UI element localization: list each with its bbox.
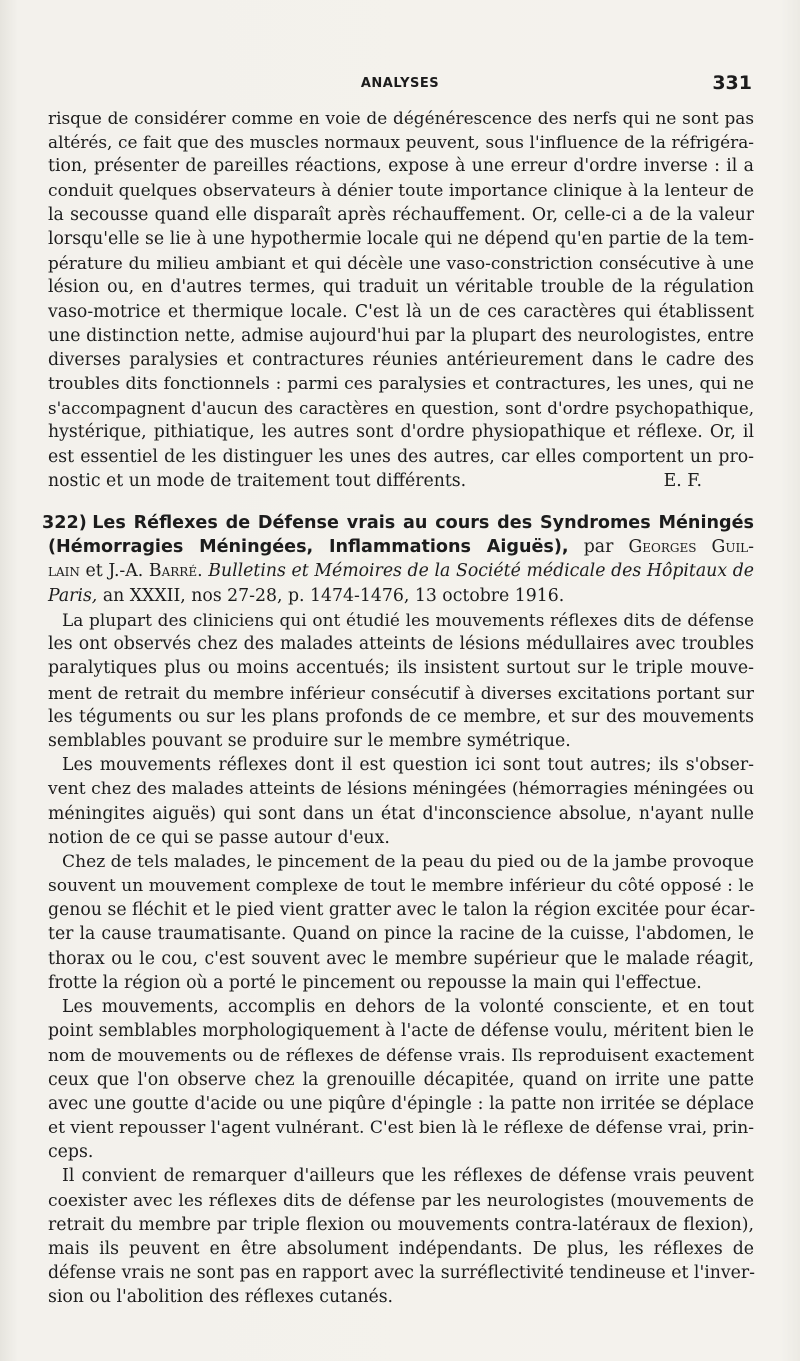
- text-line: ter la cause traumatisante. Quand on pince la racine de la cuisse, l'abdomen, le: [48, 924, 754, 945]
- text-line: lorsqu'elle se lie à une hypothermie locale qui ne dépend qu'en partie de la tem-: [48, 228, 754, 249]
- text-line: ceps.: [48, 1142, 94, 1163]
- article-title-2: (Hémorragies Méningées, Inflammations Aiguës),: [48, 537, 569, 558]
- text-line: genou se fléchit et le pied vient gratter avec le talon la région excitée pour écar-: [48, 900, 756, 921]
- text-line: notion de ce qui se passe autour d'eux.: [48, 827, 390, 848]
- text-line: La plupart des cliniciens qui ont étudié les mouvements réflexes dits de défense: [62, 610, 754, 630]
- text-line: troubles dits fonctionnels : parmi ces paralysies et contractures, les unes, qui ne: [48, 374, 754, 395]
- text-line: est essentiel de les distinguer les unes des autres, car elles comportent un pro-: [48, 446, 754, 467]
- text-line: point semblables morphologiquement à l'acte de défense voulu, méritent bien le: [48, 1021, 754, 1042]
- heading-line-2: [48, 535, 754, 559]
- text-line: hystérique, pithiatique, les autres sont d'ordre physiopathique et réflexe. Or, il: [48, 422, 754, 443]
- text-line: vent chez des malades atteints de lésions méningées (hémorragies méningées ou: [48, 779, 754, 800]
- text-line: sion ou l'abolition des réflexes cutanés.: [48, 1287, 394, 1308]
- text-line: défense vrais ne sont pas en rapport avec la surréflectivité tendineuse et l'inver-: [48, 1263, 755, 1284]
- text-line: risque de considérer comme en voie de dégénérescence des nerfs qui ne sont pas: [48, 108, 754, 128]
- text-line: tion, présenter de pareilles réactions, expose à une erreur d'ordre inverse : il a: [48, 156, 754, 177]
- text-line: coexister avec les réflexes dits de défense par les neurologistes (mouvements de: [48, 1190, 754, 1211]
- citation: an XXXII, nos 27-28, p. 1474-1476, 13 octobre 1916.: [102, 585, 565, 606]
- text-line: lésion ou, en d'autres termes, qui traduit un véritable trouble de la régulation: [48, 277, 754, 298]
- text-line-content: nostic et un mode de traitement tout différents.: [48, 470, 467, 491]
- text-line: la secousse quand elle disparaît après réchauffement. Or, celle-ci a de la valeur: [48, 204, 754, 225]
- text-line: avec une goutte d'acide ou une piqûre d'épingle : la patte non irritée se déplace: [48, 1093, 754, 1114]
- text-line: vaso-motrice et thermique locale. C'est là un de ces caractères qui établissent: [48, 301, 754, 322]
- text-line: ment de retrait du membre inférieur consécutif à diverses excitations portant sur: [48, 682, 754, 703]
- text-line: altérés, ce fait que des muscles normaux peuvent, sous l'influence de la réfrigéra-: [48, 132, 754, 153]
- text-line: retrait du membre par triple flexion ou mouvements contra-latéraux de flexion),: [48, 1214, 754, 1235]
- text-line: paralytiques plus ou moins accentués; ils insistent surtout sur le triple mouve-: [48, 658, 754, 679]
- text-line: ceux que l'on observe chez la grenouille décapitée, quand on irrite une patte: [48, 1069, 754, 1090]
- text-line: diverses paralysies et contractures réunies antérieurement dans le cadre des: [48, 349, 754, 370]
- article-heading: [42, 511, 754, 608]
- heading-line-1: [42, 511, 754, 535]
- text-line: Les mouvements, accomplis en dehors de la volonté consciente, et en tout: [62, 997, 754, 1017]
- text-line: frotte la région où a porté le pincement ou repousse la main qui l'effectue.: [48, 972, 702, 993]
- text-line: nom de mouvements ou de réflexes de défense vrais. Ils reproduisent exactement: [48, 1045, 754, 1066]
- signature: E. F.: [663, 470, 702, 491]
- and-word: et J.-A.: [85, 561, 144, 582]
- text-line: méningites aiguës) qui sont dans un état d'inconscience absolue, n'ayant nulle: [48, 803, 754, 824]
- author-first-end: lain: [48, 561, 80, 582]
- text-line: [48, 469, 754, 493]
- text-line: conduit quelques observateurs à dénier toute importance clinique à la lenteur de: [48, 180, 754, 201]
- heading-line-3: [48, 559, 754, 583]
- text-line: thorax ou le cou, c'est souvent avec le membre supérieur que le malade réagit,: [48, 948, 754, 969]
- running-head: [48, 72, 752, 96]
- text-line: une distinction nette, admise aujourd'hui par la plupart des neurologistes, entre: [48, 325, 754, 346]
- author-first: Georges Guil-: [628, 537, 754, 558]
- article-title-1: Les Réflexes de Défense vrais au cours des Syndromes Méningés: [92, 513, 754, 533]
- heading-line-4: [48, 584, 754, 608]
- running-head-title: ANALYSES: [360, 76, 440, 91]
- text-line: mais ils peuvent en être absolument indépendants. De plus, les réflexes de: [48, 1238, 754, 1259]
- page-number: 331: [712, 72, 752, 94]
- text-line: souvent un mouvement complexe de tout le membre inférieur du côté opposé : le: [48, 876, 754, 897]
- by-word: par: [583, 537, 614, 558]
- text-line: s'accompagnent d'aucun des caractères en question, sont d'ordre psychopathique,: [48, 398, 754, 419]
- journal-title-end: Paris,: [48, 585, 98, 606]
- text-line: Chez de tels malades, le pincement de la peau du pied ou de la jambe provoque: [62, 851, 754, 872]
- text-line: et vient repousser l'agent vulnérant. C'est bien là le réflexe de défense vrai, prin-: [48, 1117, 754, 1138]
- text-line: pérature du milieu ambiant et qui décèle une vaso-constriction consécutive à une: [48, 253, 754, 274]
- journal-title: Bulletins et Mémoires de la Société médicale des Hôpitaux de: [208, 561, 754, 582]
- previous-article-text: [48, 106, 754, 493]
- article-body: [48, 608, 754, 1309]
- text-line: les téguments ou sur les plans profonds de ce membre, et sur des mouvements: [48, 706, 754, 727]
- text-line: semblables pouvant se produire sur le membre symétrique.: [48, 730, 571, 751]
- article-number: 322): [42, 513, 87, 533]
- text-line: Les mouvements réflexes dont il est question ici sont tout autres; ils s'obser-: [62, 755, 754, 776]
- author-second: Barré.: [148, 561, 203, 582]
- text-line: Il convient de remarquer d'ailleurs que les réflexes de défense vrais peuvent: [62, 1166, 754, 1187]
- text-line: les ont observés chez des malades atteints de lésions médullaires avec troubles: [48, 634, 754, 655]
